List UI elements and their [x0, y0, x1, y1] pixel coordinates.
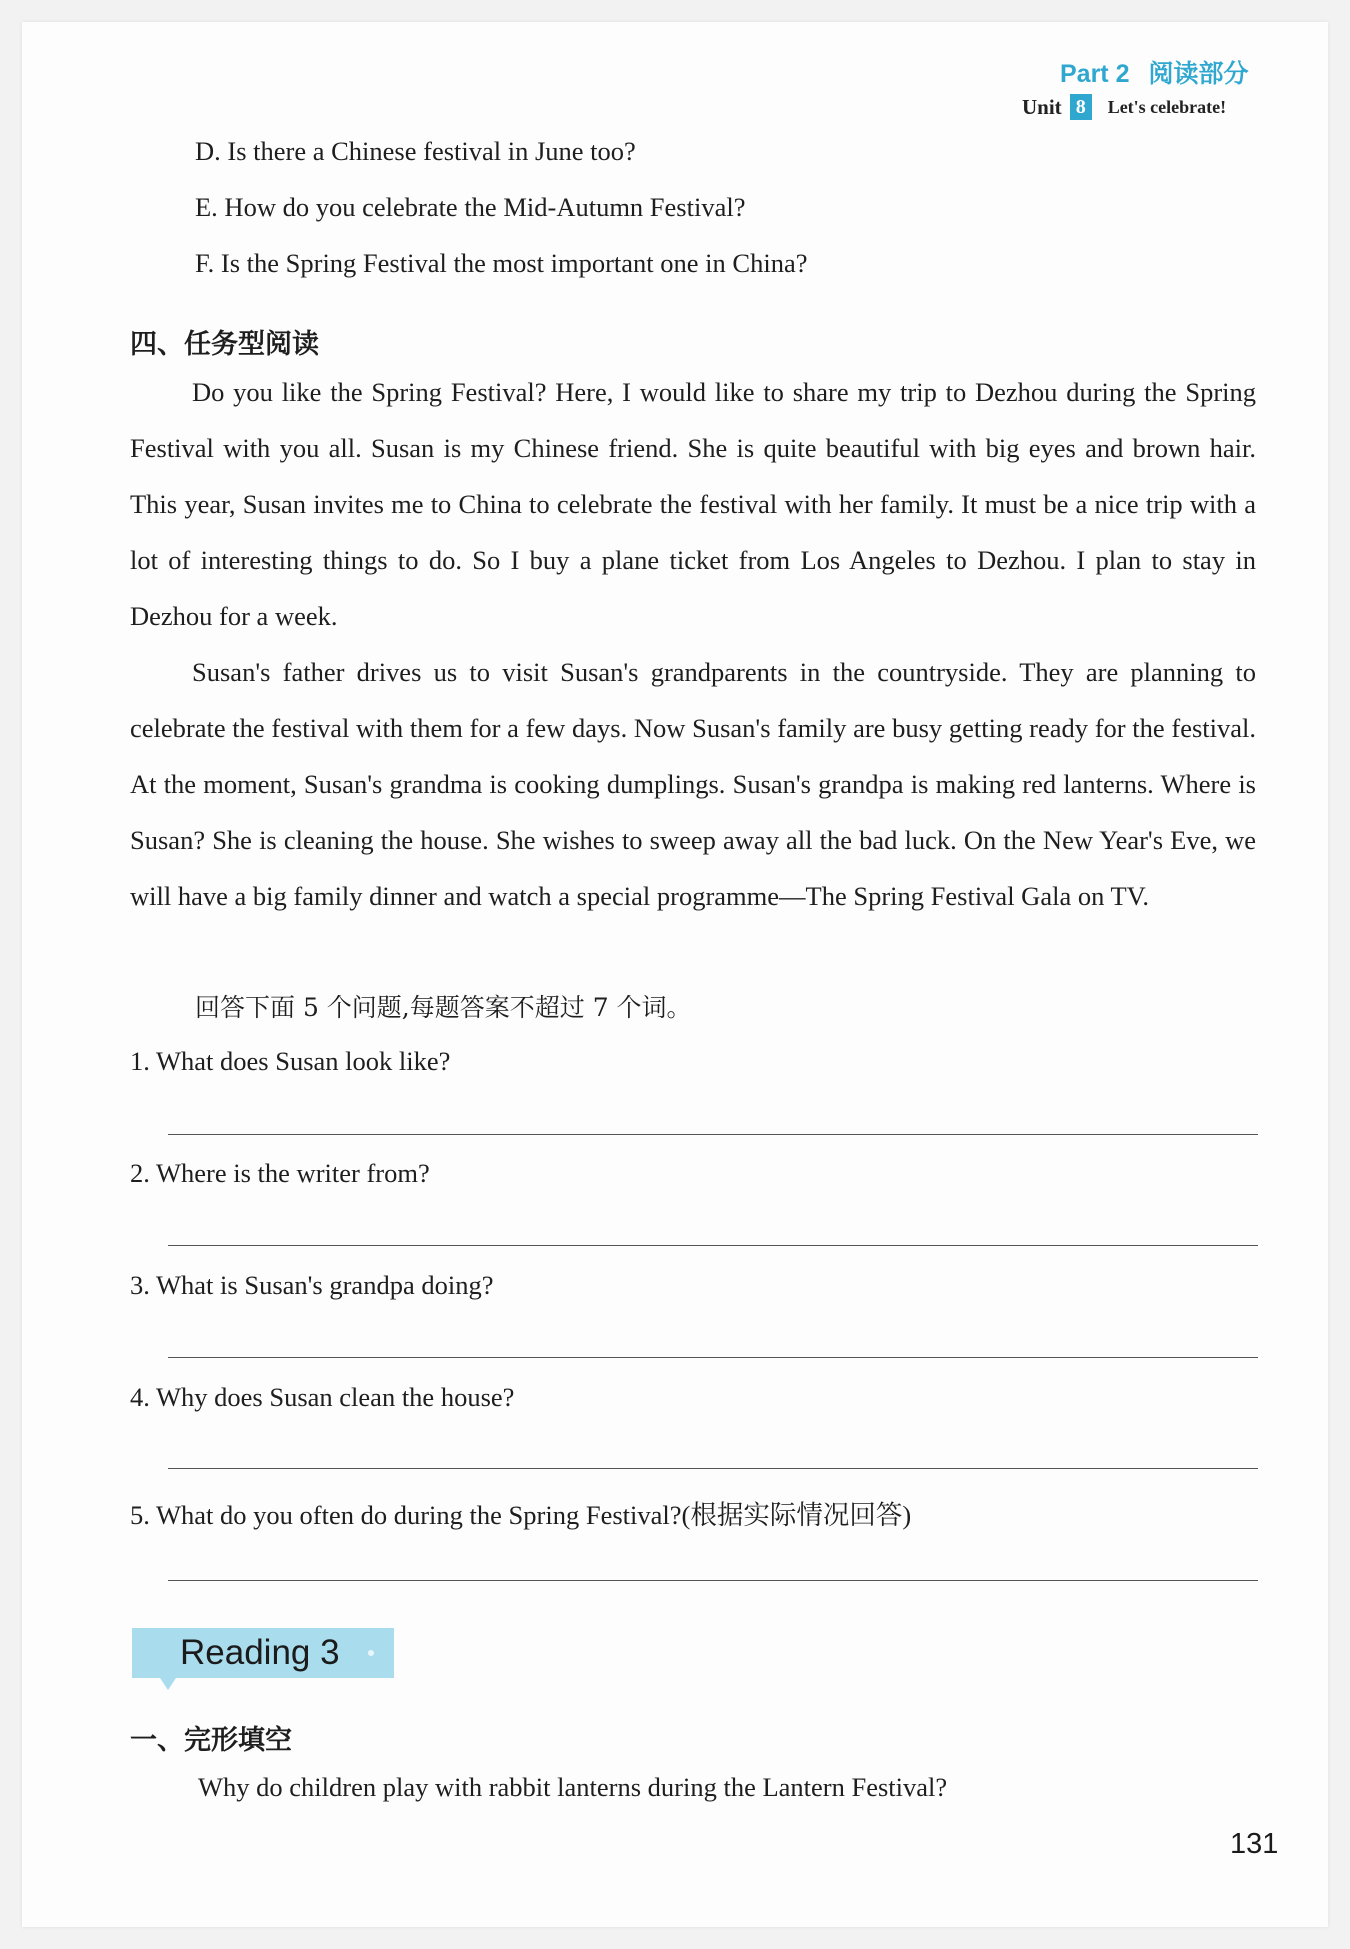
- badge-dot-icon: [368, 1650, 374, 1656]
- passage-paragraph-1: Do you like the Spring Festival? Here, I would like to share my trip to Dezhou during the Spring Festival with you all. Susan is my Chinese friend. She is quite beautiful with big eyes and brown hair. This year, Susan invites me to China to celebrate the festival with her family. It must be a nice trip with a lot of interesting things to do. So I buy a plane ticket from Los Angeles to Dezhou. I plan to stay in Dezhou for a week.: [130, 377, 1256, 631]
- passage-paragraph-2: Susan's father drives us to visit Susan's grandparents in the countryside. They are planning to celebrate the festival with them for a few days. Now Susan's family are busy getting ready for the festival. At the moment, Susan's grandma is cooking dumplings. Susan's grandpa is making red lanterns. Where is Susan? She is cleaning the house. She wishes to sweep away all the bad luck. On the New Year's Eve, we will have a big family dinner and watch a special programme—The Spring Festival Gala on TV.: [130, 657, 1256, 911]
- instruction: 回答下面 5 个问题,每题答案不超过 7 个词。: [195, 993, 692, 1022]
- question-3: 3. What is Susan's grandpa doing?: [130, 1270, 494, 1300]
- answer-line-3[interactable]: [168, 1357, 1258, 1358]
- badge-tail-icon: [160, 1678, 176, 1690]
- header-part: [1060, 54, 1248, 90]
- header-unit: [1022, 94, 1226, 120]
- answer-line-5[interactable]: [168, 1580, 1258, 1581]
- option-e: E. How do you celebrate the Mid-Autumn Festival?: [195, 192, 746, 222]
- reading-3-badge: [132, 1628, 394, 1678]
- option-f: F. Is the Spring Festival the most important one in China?: [195, 248, 808, 278]
- passage: [130, 364, 1256, 924]
- cloze-heading: 一、完形填空: [130, 1725, 292, 1756]
- section-label: 阅读部分: [1148, 59, 1249, 88]
- unit-title: Let's celebrate!: [1107, 96, 1227, 117]
- answer-line-2[interactable]: [168, 1245, 1258, 1246]
- reading-3-label: Reading 3: [180, 1633, 340, 1672]
- page-number: 131: [1230, 1828, 1279, 1860]
- option-d: D. Is there a Chinese festival in June too?: [195, 136, 636, 166]
- question-1: 1. What does Susan look like?: [130, 1046, 451, 1076]
- unit-number-badge: 8: [1070, 94, 1092, 120]
- part-label: Part 2: [1060, 60, 1130, 88]
- cloze-title: Why do children play with rabbit lanterns during the Lantern Festival?: [198, 1772, 948, 1802]
- question-2: 2. Where is the writer from?: [130, 1158, 430, 1188]
- task-reading-heading: 四、任务型阅读: [130, 329, 319, 360]
- unit-label: Unit: [1022, 94, 1062, 119]
- answer-line-4[interactable]: [168, 1468, 1258, 1469]
- question-5: 5. What do you often do during the Spring Festival?(根据实际情况回答): [130, 1500, 912, 1530]
- answer-line-1[interactable]: [168, 1134, 1258, 1135]
- question-4: 4. Why does Susan clean the house?: [130, 1382, 515, 1412]
